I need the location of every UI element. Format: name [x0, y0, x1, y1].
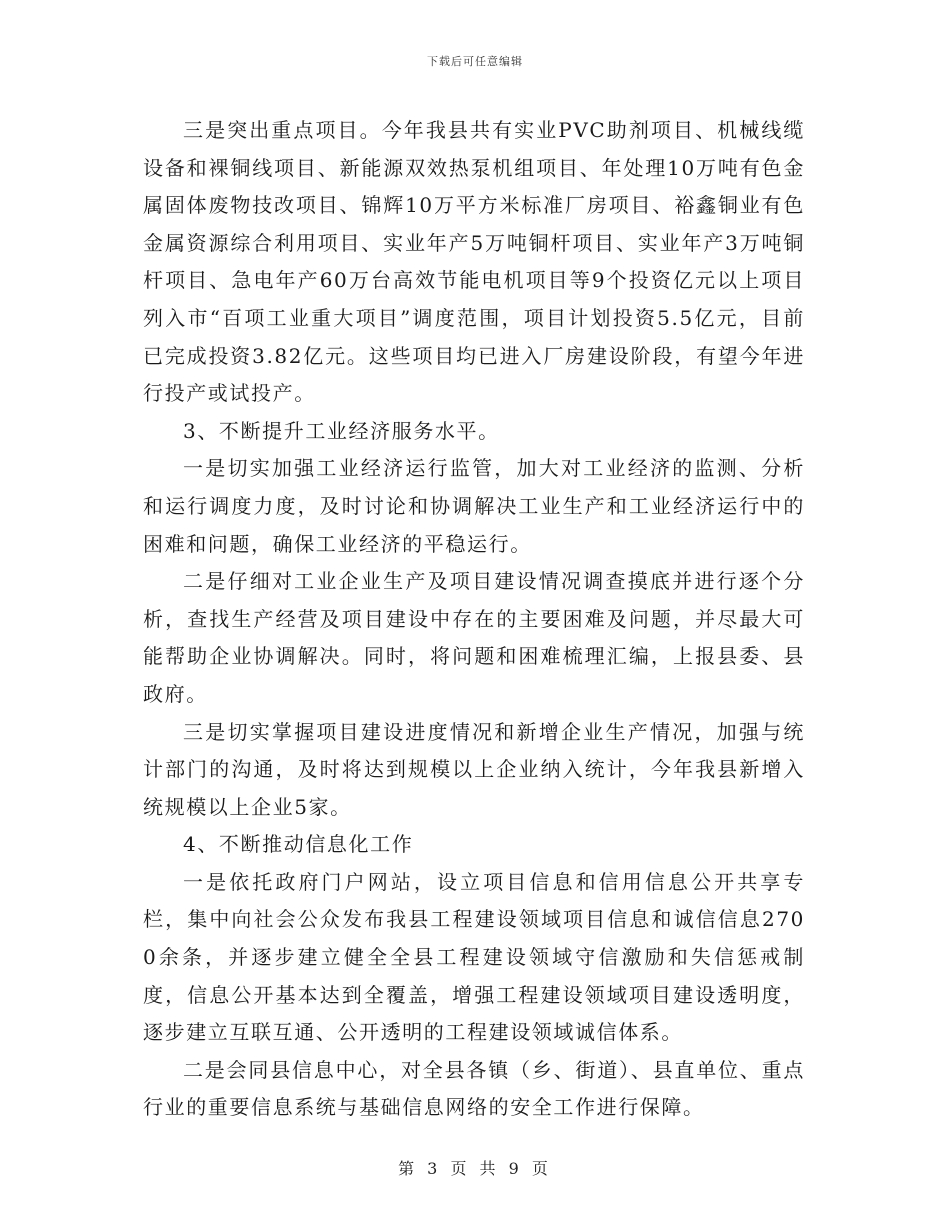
page-number: 第 3 页 共 9 页 [398, 1159, 552, 1178]
paragraph-portal: 一是依托政府门户网站，设立项目信息和信用信息公开共享专栏，集中向社会公众发布我县工程建设领域项目信息和诚信信息2700余条，并逐步建立健全全县工程建设领域守信激励和失信惩戒制度，信息公开基本达到全覆盖，增强工程建设领域项目建设透明度，逐步建立互联互通、公开透明的工程建设领域诚信体系。 [143, 869, 805, 1045]
paragraph-monitoring: 一是切实加强工业经济运行监管，加大对工业经济的监测、分析和运行调度力度，及时讨论和协调解决工业生产和工业经济运行中的困难和问题，确保工业经济的平稳运行。 [143, 456, 805, 556]
paragraph-statistics: 三是切实掌握项目建设进度情况和新增企业生产情况，加强与统计部门的沟通，及时将达到规模以上企业纳入统计，今年我县新增入统规模以上企业5家。 [143, 719, 805, 819]
section-heading-informatization: 4、不断推动信息化工作 [183, 832, 414, 857]
header-note: 下载后可任意编辑 [427, 55, 523, 68]
paragraph-security: 二是会同县信息中心，对全县各镇（乡、街道）、县直单位、重点行业的重要信息系统与基础信息网络的安全工作进行保障。 [143, 1057, 805, 1120]
section-heading-service-level: 3、不断提升工业经济服务水平。 [183, 418, 500, 443]
paragraph-key-projects: 三是突出重点项目。今年我县共有实业PVC助剂项目、机械线缆设备和裸铜线项目、新能源双效热泵机组项目、年处理10万吨有色金属固体废物技改项目、锦辉10万平方米标准厂房项目、裕鑫铜业有色金属资源综合利用项目、实业年产5万吨铜杆项目、实业年产3万吨铜杆项目、急电年产60万台高效节能电机项目等9个投资亿元以上项目列入市“百项工业重大项目”调度范围，项目计划投资5.5亿元，目前已完成投资3.82亿元。这些项目均已进入厂房建设阶段，有望今年进行投产或试投产。 [143, 118, 805, 406]
document-body [143, 112, 805, 1127]
paragraph-survey: 二是仔细对工业企业生产及项目建设情况调查摸底并进行逐个分析，查找生产经营及项目建设中存在的主要困难及问题，并尽最大可能帮助企业协调解决。同时，将问题和困难梳理汇编，上报县委、县政府。 [143, 569, 805, 706]
